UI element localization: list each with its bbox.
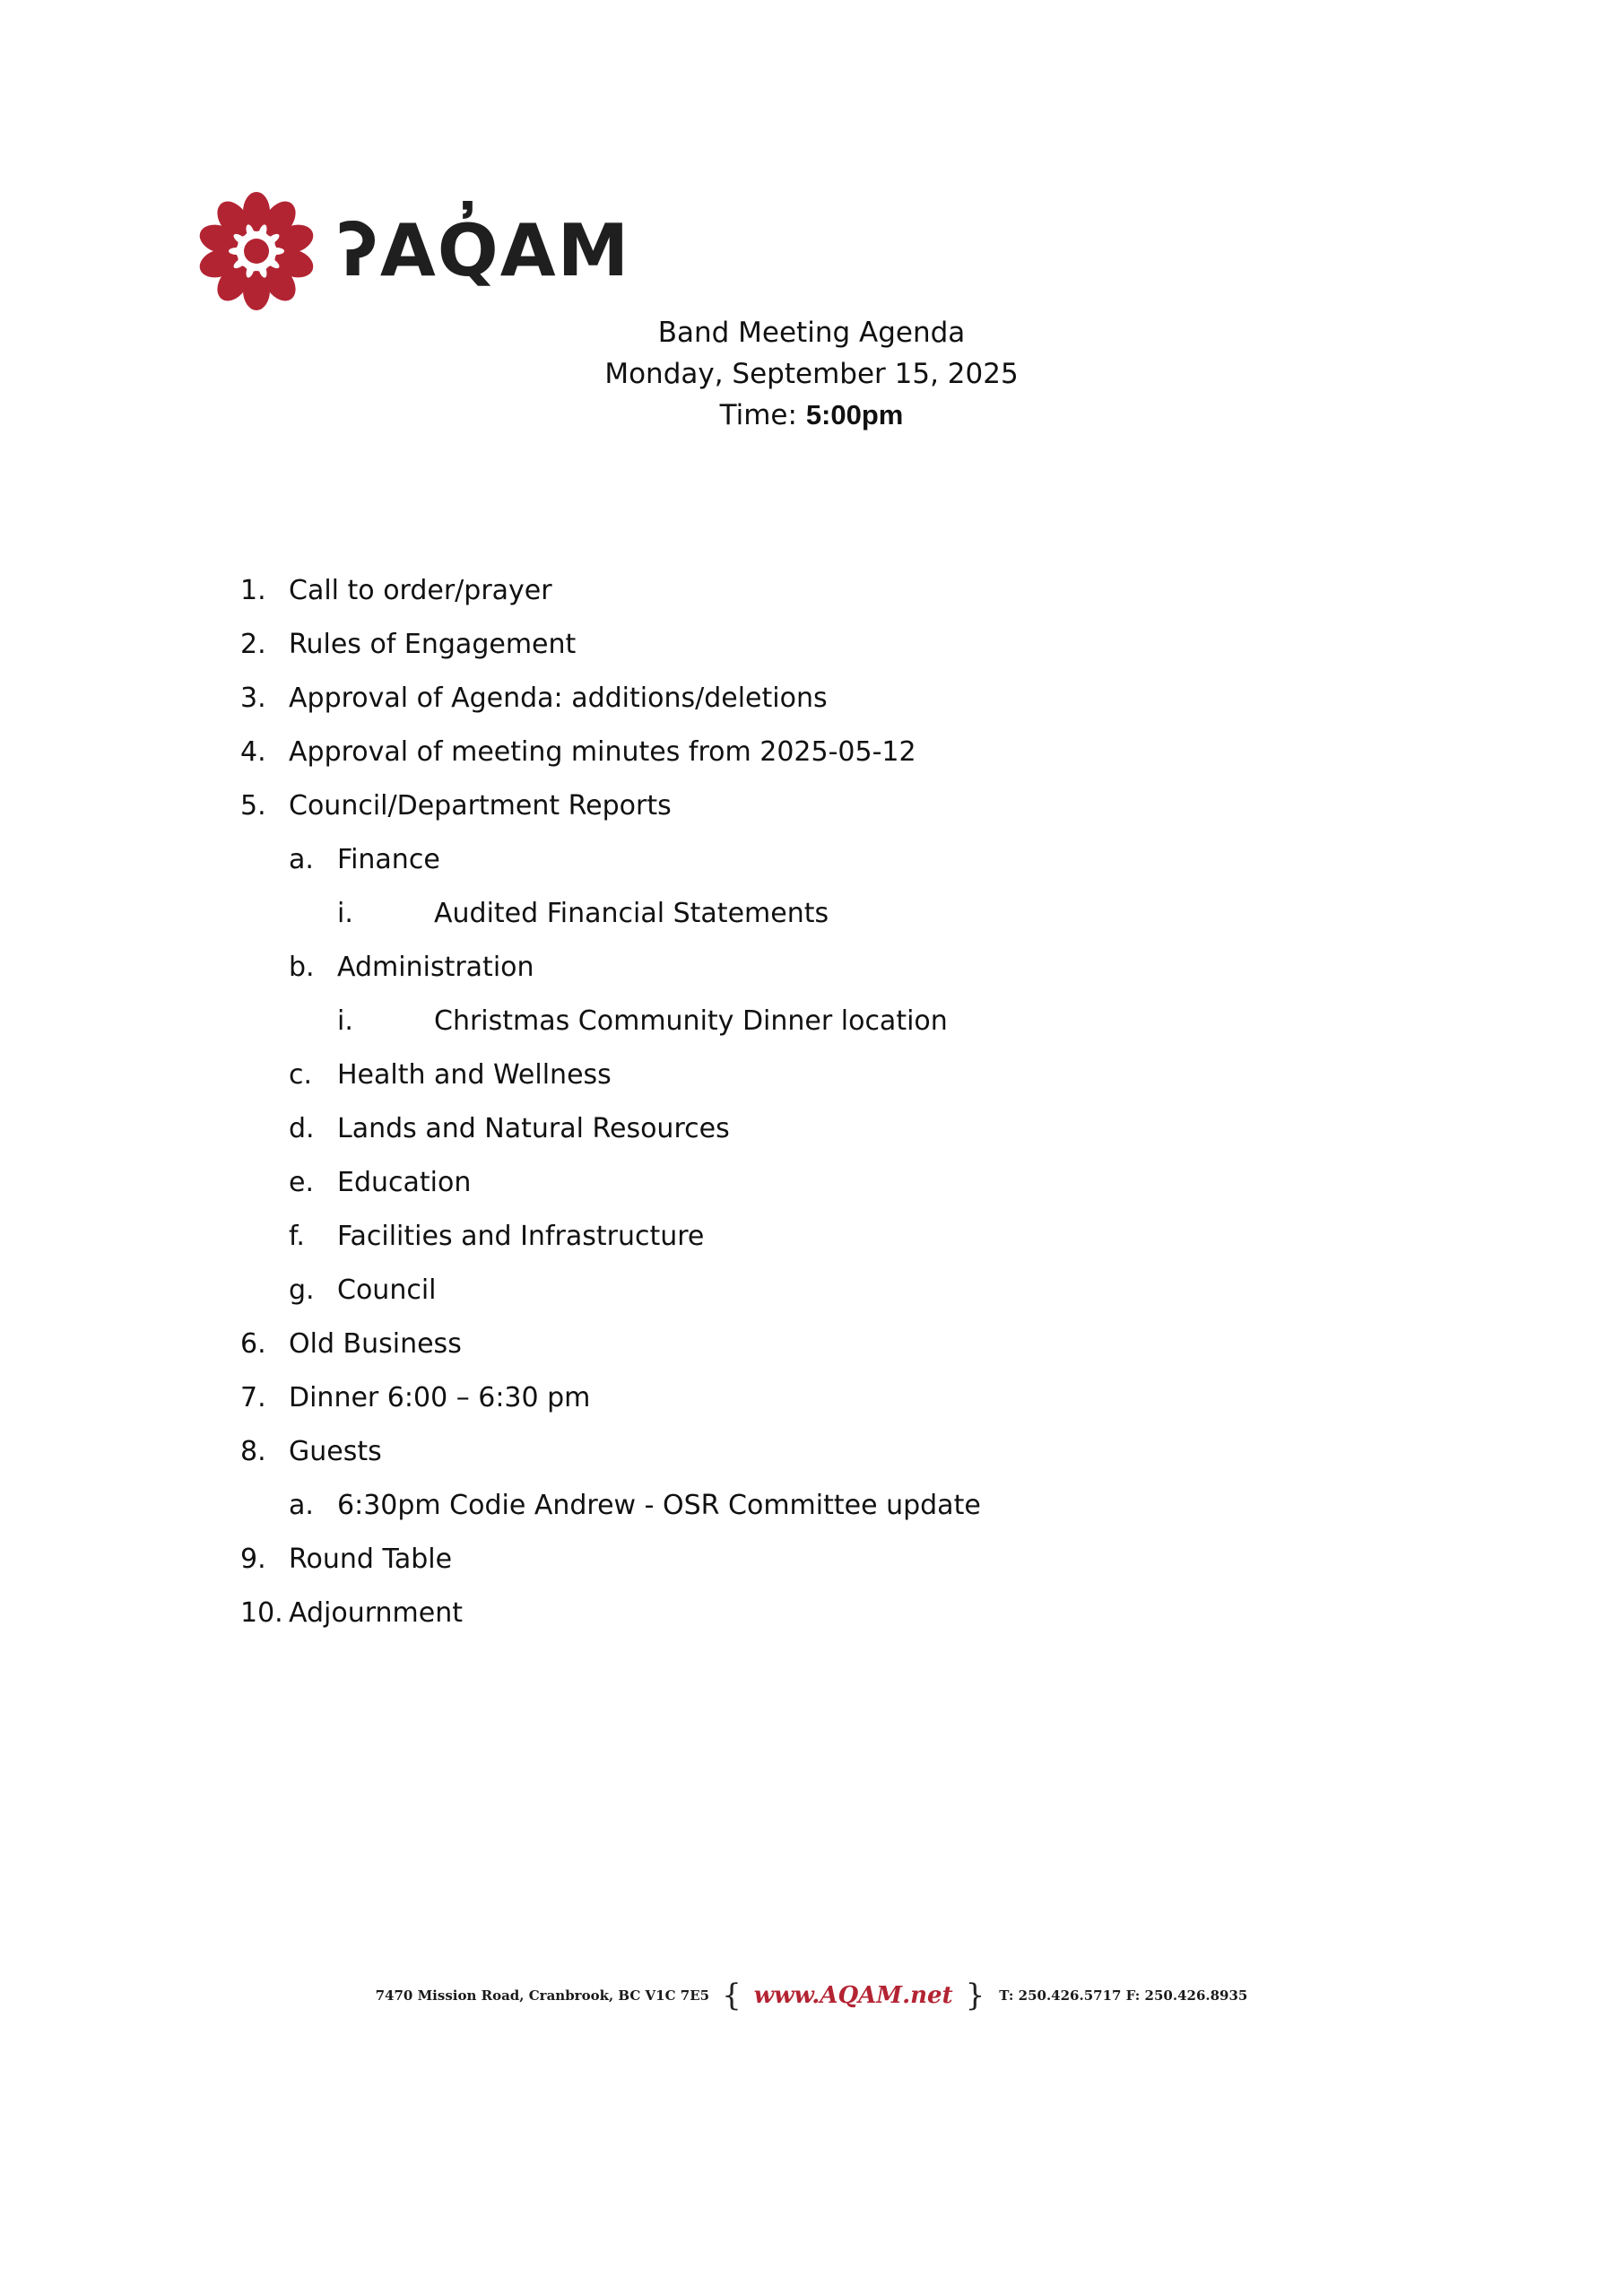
footer-phone-fax: T: 250.426.5717 F: 250.426.8935 [999, 1987, 1248, 2004]
organization-wordmark: ʔAQ̓AM [337, 209, 631, 292]
time-value: 5:00pm [805, 399, 904, 430]
agenda-item-text: Guests [289, 1436, 382, 1467]
agenda-item-number: e. [289, 1167, 314, 1198]
agenda-item-text: Round Table [289, 1544, 453, 1575]
agenda-item-number: 3. [240, 683, 266, 714]
agenda-item-text: Call to order/prayer [289, 575, 552, 606]
agenda-item-text: Education [337, 1167, 472, 1198]
agenda-item-number: f. [289, 1221, 305, 1252]
agenda-item-text: Council/Department Reports [289, 790, 672, 822]
agenda-item-number: 9. [240, 1544, 266, 1575]
agenda-item-number: 5. [240, 790, 266, 822]
meeting-date: Monday, September 15, 2025 [604, 358, 1019, 390]
agenda-item-text: Christmas Community Dinner location [434, 1005, 948, 1037]
agenda-item-text: Council [337, 1274, 437, 1306]
agenda-heading [0, 312, 1623, 436]
agenda-item-number: i. [337, 1005, 353, 1037]
agenda-item-number: i. [337, 898, 353, 929]
agenda-item-number: 1. [240, 575, 266, 606]
document-title: Band Meeting Agenda [657, 317, 966, 349]
organization-logo [195, 190, 630, 312]
agenda-item-number: c. [289, 1059, 313, 1091]
agenda-item-number: 4. [240, 736, 266, 768]
agenda-item-number: a. [289, 844, 314, 875]
agenda-item-text: Finance [337, 844, 440, 875]
agenda-item-text: Approval of Agenda: additions/deletions [289, 683, 828, 714]
agenda-item-text: 6:30pm Codie Andrew - OSR Committee update [337, 1490, 981, 1521]
agenda-item-text: Old Business [289, 1328, 462, 1360]
agenda-item-text: Rules of Engagement [289, 629, 577, 660]
agenda-item-text: Dinner 6:00 – 6:30 pm [289, 1382, 591, 1413]
agenda-item-text: Health and Wellness [337, 1059, 612, 1091]
agenda-item-number: 8. [240, 1436, 266, 1467]
agenda-item-number: 2. [240, 629, 266, 660]
agenda-item-number: 7. [240, 1382, 266, 1413]
agenda-item-number: g. [289, 1274, 315, 1306]
footer-brace-close: } [965, 1978, 985, 2013]
agenda-item-number: 10. [240, 1597, 283, 1629]
agenda-item-number: 6. [240, 1328, 266, 1360]
footer [0, 1978, 1623, 2013]
agenda-item-number: b. [289, 952, 315, 983]
time-label: Time: [719, 399, 797, 431]
agenda-item-number: d. [289, 1113, 315, 1144]
agenda-item-text: Approval of meeting minutes from 2025-05-12 [289, 736, 916, 768]
agenda-item-text: Facilities and Infrastructure [337, 1221, 705, 1252]
footer-address: 7470 Mission Road, Cranbrook, BC V1C 7E5 [375, 1987, 710, 2004]
footer-website-link[interactable]: www.AQAM.net [753, 1982, 953, 2009]
flower-emblem-icon [195, 190, 317, 312]
agenda-item-text: Administration [337, 952, 534, 983]
footer-brace-open: { [722, 1978, 742, 2013]
agenda-item-text: Lands and Natural Resources [337, 1113, 730, 1144]
agenda-item-text: Audited Financial Statements [434, 898, 829, 929]
agenda-item-number: a. [289, 1490, 314, 1521]
agenda-item-text: Adjournment [289, 1597, 464, 1629]
meeting-time [0, 395, 1623, 436]
